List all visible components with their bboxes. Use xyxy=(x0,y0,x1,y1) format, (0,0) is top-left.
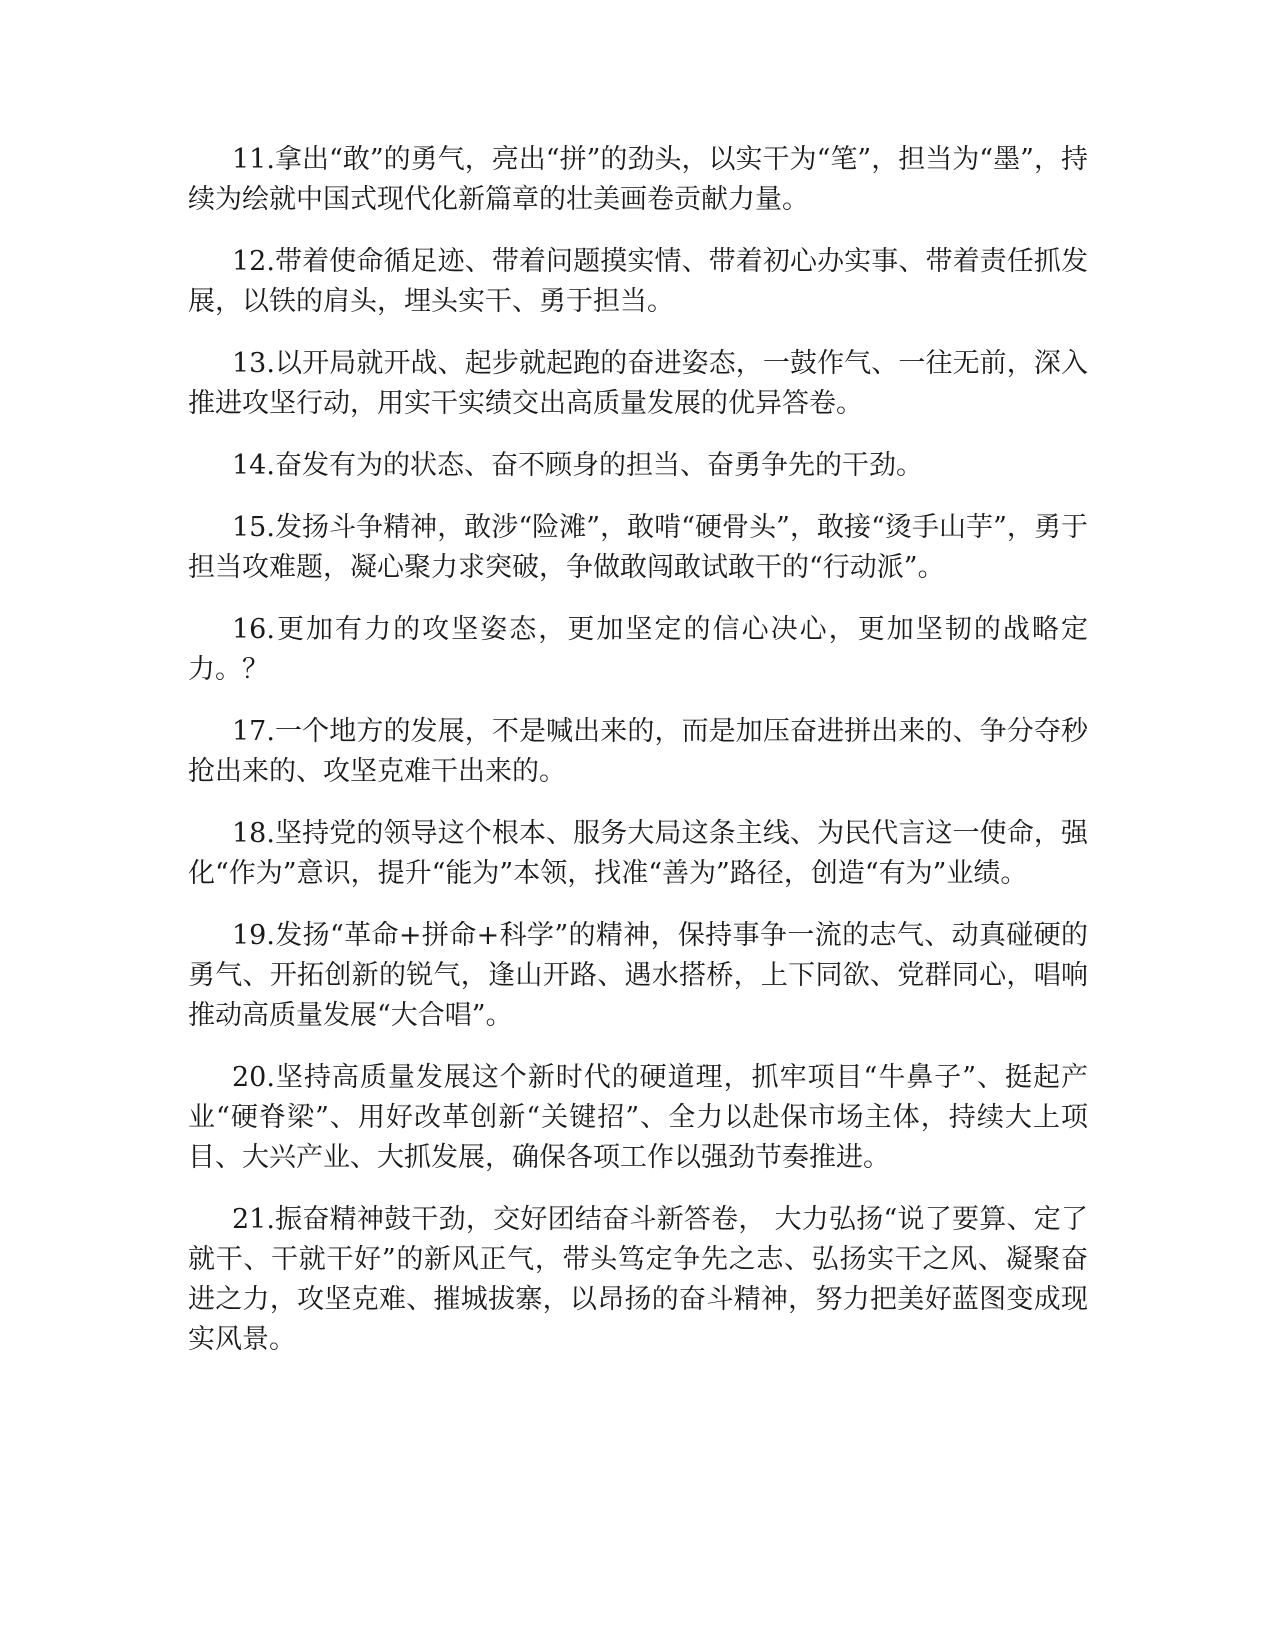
paragraph-20: 20.坚持高质量发展这个新时代的硬道理，抓牢项目“牛鼻子”、挺起产业“硬脊梁”、用好改革创新“关键招”、全力以赴保市场主体，持续大上项目、大兴产业、大抓发展，确保各项工作以强劲节奏推进。 xyxy=(188,1062,1088,1173)
paragraph-11: 11.拿出“敢”的勇气，亮出“拼”的劲头，以实干为“笔”，担当为“墨”，持续为绘就中国式现代化新篇章的壮美画卷贡献力量。 xyxy=(188,144,1088,215)
paragraph-16: 16.更加有力的攻坚姿态，更加坚定的信心决心，更加坚韧的战略定力。？ xyxy=(188,614,1088,685)
paragraph-13: 13.以开局就开战、起步就起跑的奋进姿态，一鼓作气、一往无前，深入推进攻坚行动，用实干实绩交出高质量发展的优异答卷。 xyxy=(188,348,1088,419)
paragraph-18: 18.坚持党的领导这个根本、服务大局这条主线、为民代言这一使命，强化“作为”意识，提升“能为”本领，找准“善为”路径，创造“有为”业绩。 xyxy=(188,818,1088,889)
paragraph-21: 21.振奋精神鼓干劲，交好团结奋斗新答卷， 大力弘扬“说了要算、定了就干、干就干好”的新风正气，带头笃定争先之志、弘扬实干之风、凝聚奋进之力，攻坚克难、摧城拔寨，以昂扬的奋斗精神，努力把美好蓝图变成现实风景。 xyxy=(188,1204,1088,1355)
paragraph-12: 12.带着使命循足迹、带着问题摸实情、带着初心办实事、带着责任抓发展，以铁的肩头，埋头实干、勇于担当。 xyxy=(188,246,1088,317)
document-body xyxy=(188,140,1088,1382)
paragraph-19: 19.发扬“革命+拼命+科学”的精神，保持事争一流的志气、动真碰硬的勇气、开拓创新的锐气，逢山开路、遇水搭桥，上下同欲、党群同心，唱响推动高质量发展“大合唱”。 xyxy=(188,920,1088,1031)
paragraph-15: 15.发扬斗争精神，敢涉“险滩”，敢啃“硬骨头”，敢接“烫手山芋”，勇于担当攻难题，凝心聚力求突破，争做敢闯敢试敢干的“行动派”。 xyxy=(188,512,1088,583)
paragraph-17: 17.一个地方的发展，不是喊出来的，而是加压奋进拼出来的、争分夺秒抢出来的、攻坚克难干出来的。 xyxy=(188,716,1088,787)
paragraph-14: 14.奋发有为的状态、奋不顾身的担当、奋勇争先的干劲。 xyxy=(232,450,923,481)
